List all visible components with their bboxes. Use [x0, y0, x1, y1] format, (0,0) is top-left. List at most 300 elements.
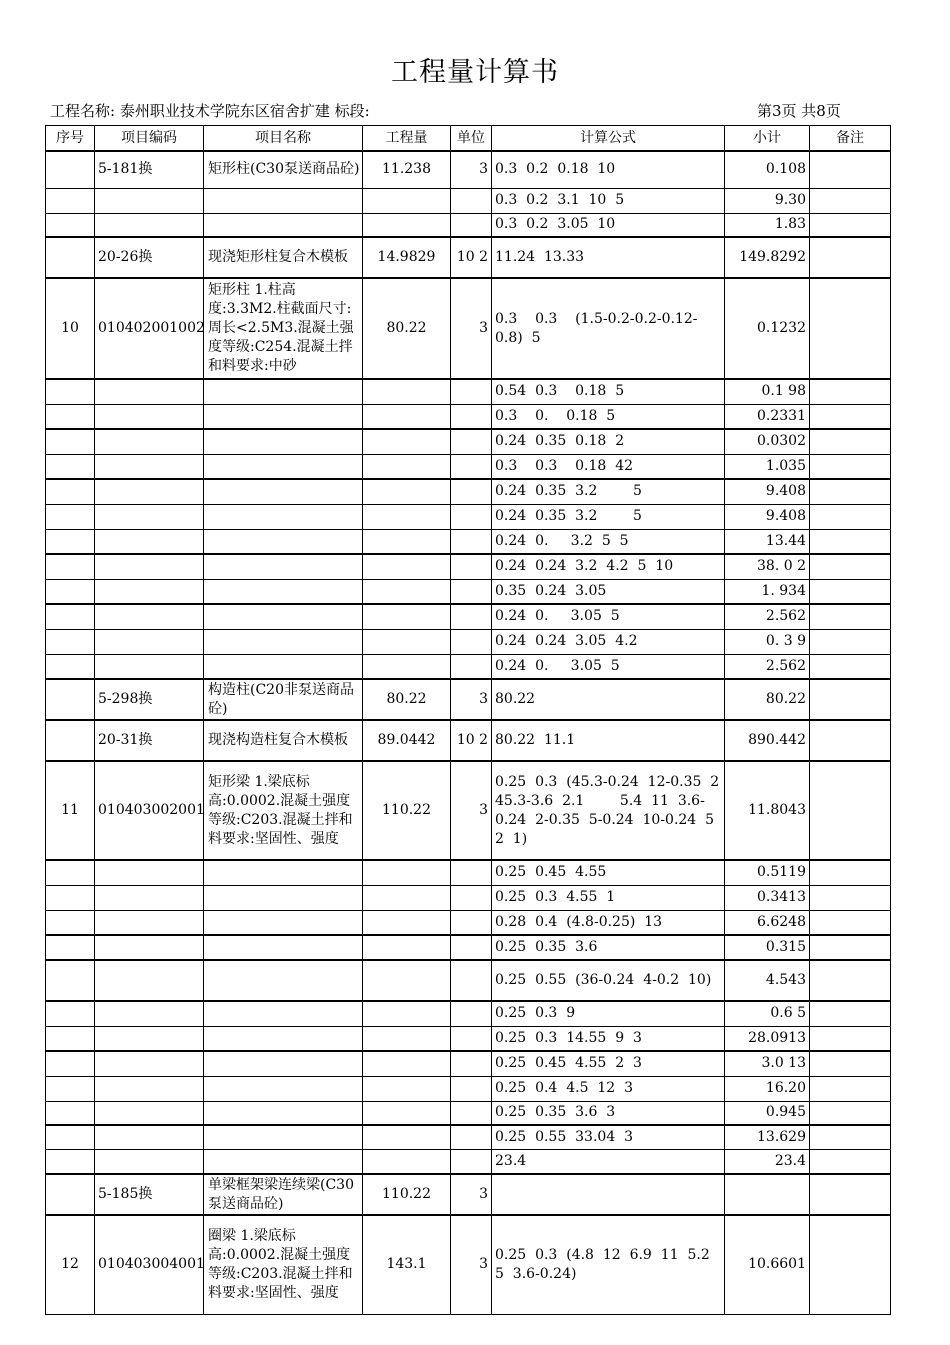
table-header-row	[46, 126, 891, 152]
cell-formula: 0.25 0.3 9	[492, 1001, 725, 1026]
cell-unit	[451, 454, 492, 479]
cell-seq	[46, 654, 95, 679]
cell-formula: 0.25 0.3 (4.8 12 6.9 11 5.2 5 3.6-0.24)	[492, 1215, 725, 1314]
cell-subtotal	[725, 1174, 810, 1215]
cell-name: 矩形柱(C30泵送商品砼)	[204, 151, 363, 188]
cell-name	[204, 213, 363, 237]
table-row	[46, 679, 891, 720]
cell-name: 矩形柱 1.柱高度:3.3M2.柱截面尺寸:周长<2.5M3.混凝土强度等级:C254.混凝土拌和料要求:中砂	[204, 278, 363, 379]
cell-code: 010403004001	[95, 1215, 204, 1314]
cell-note	[810, 1125, 891, 1149]
quantity-table	[45, 125, 891, 1315]
cell-name	[204, 960, 363, 1001]
table-row	[46, 604, 891, 629]
cell-subtotal: 0.6 5	[725, 1001, 810, 1026]
cell-qty: 110.22	[363, 1174, 451, 1215]
cell-qty	[363, 404, 451, 429]
cell-qty	[363, 885, 451, 910]
cell-code: 5-298换	[95, 679, 204, 720]
cell-unit	[451, 379, 492, 404]
cell-name	[204, 579, 363, 604]
cell-seq	[46, 504, 95, 529]
cell-code	[95, 1051, 204, 1076]
cell-qty	[363, 554, 451, 579]
cell-unit: 3	[451, 1174, 492, 1215]
cell-qty	[363, 454, 451, 479]
cell-formula: 0.3 0.3 (1.5-0.2-0.2-0.12-0.8) 5	[492, 278, 725, 379]
cell-note	[810, 885, 891, 910]
cell-unit	[451, 1076, 492, 1101]
cell-qty	[363, 188, 451, 213]
cell-seq	[46, 604, 95, 629]
cell-unit	[451, 479, 492, 504]
cell-name	[204, 1026, 363, 1051]
cell-unit	[451, 860, 492, 885]
cell-code	[95, 960, 204, 1001]
col-header-code: 项目编码	[95, 126, 204, 152]
cell-seq	[46, 935, 95, 960]
section-label: 标段:	[334, 102, 370, 120]
cell-formula: 0.25 0.45 4.55	[492, 860, 725, 885]
cell-unit: 3	[451, 151, 492, 188]
cell-unit	[451, 885, 492, 910]
cell-qty	[363, 1001, 451, 1026]
cell-unit	[451, 629, 492, 654]
cell-note	[810, 404, 891, 429]
table-row	[46, 1125, 891, 1149]
cell-qty	[363, 379, 451, 404]
cell-code	[95, 1026, 204, 1051]
table-row	[46, 1026, 891, 1051]
col-header-formula: 计算公式	[492, 126, 725, 152]
table-row	[46, 960, 891, 1001]
cell-name	[204, 1076, 363, 1101]
cell-name	[204, 860, 363, 885]
cell-formula: 23.4	[492, 1149, 725, 1174]
cell-note	[810, 479, 891, 504]
table-row	[46, 1051, 891, 1076]
cell-qty	[363, 529, 451, 554]
cell-name	[204, 404, 363, 429]
cell-subtotal: 28.0913	[725, 1026, 810, 1051]
cell-seq	[46, 454, 95, 479]
cell-seq	[46, 1026, 95, 1051]
cell-name	[204, 629, 363, 654]
cell-formula: 0.24 0. 3.05 5	[492, 604, 725, 629]
cell-subtotal: 1.035	[725, 454, 810, 479]
cell-formula: 0.25 0.3 4.55 1	[492, 885, 725, 910]
cell-seq	[46, 1051, 95, 1076]
cell-formula: 0.28 0.4 (4.8-0.25) 13	[492, 910, 725, 935]
cell-subtotal: 890.442	[725, 720, 810, 761]
table-row	[46, 1149, 891, 1174]
cell-unit: 10 2	[451, 720, 492, 761]
cell-formula: 0.3 0. 0.18 5	[492, 404, 725, 429]
cell-subtotal: 0.3413	[725, 885, 810, 910]
cell-note	[810, 1001, 891, 1026]
cell-note	[810, 1101, 891, 1125]
cell-code	[95, 454, 204, 479]
cell-name	[204, 188, 363, 213]
page-info: 第3页 共8页	[757, 102, 841, 120]
cell-code	[95, 860, 204, 885]
cell-formula: 0.35 0.24 3.05	[492, 579, 725, 604]
cell-code	[95, 885, 204, 910]
cell-formula: 80.22 11.1	[492, 720, 725, 761]
cell-subtotal: 0.2331	[725, 404, 810, 429]
cell-code: 20-26换	[95, 237, 204, 278]
table-row	[46, 151, 891, 188]
cell-seq: 10	[46, 278, 95, 379]
cell-unit	[451, 579, 492, 604]
cell-code	[95, 654, 204, 679]
cell-name	[204, 1001, 363, 1026]
table-row	[46, 554, 891, 579]
cell-formula: 80.22	[492, 679, 725, 720]
cell-formula: 0.24 0. 3.2 5 5	[492, 529, 725, 554]
cell-code	[95, 1001, 204, 1026]
cell-unit: 3	[451, 1215, 492, 1314]
cell-seq	[46, 1076, 95, 1101]
cell-formula: 0.24 0.24 3.2 4.2 5 10	[492, 554, 725, 579]
cell-note	[810, 1149, 891, 1174]
cell-note	[810, 960, 891, 1001]
project-label: 工程名称:	[50, 102, 116, 120]
cell-name	[204, 1051, 363, 1076]
cell-code	[95, 529, 204, 554]
cell-subtotal: 13.629	[725, 1125, 810, 1149]
project-name: 泰州职业技术学院东区宿舍扩建	[119, 102, 330, 120]
cell-formula: 11.24 13.33	[492, 237, 725, 278]
cell-unit: 10 2	[451, 237, 492, 278]
cell-seq	[46, 1101, 95, 1125]
cell-qty	[363, 654, 451, 679]
cell-unit	[451, 1051, 492, 1076]
cell-formula: 0.25 0.35 3.6 3	[492, 1101, 725, 1125]
cell-seq	[46, 885, 95, 910]
cell-formula: 0.25 0.45 4.55 2 3	[492, 1051, 725, 1076]
cell-code	[95, 188, 204, 213]
cell-subtotal: 9.30	[725, 188, 810, 213]
project-header	[50, 100, 370, 121]
cell-unit	[451, 213, 492, 237]
cell-name	[204, 654, 363, 679]
cell-formula: 0.24 0.35 3.2 5	[492, 504, 725, 529]
cell-code	[95, 935, 204, 960]
cell-seq	[46, 1001, 95, 1026]
cell-qty	[363, 910, 451, 935]
cell-note	[810, 679, 891, 720]
cell-code	[95, 554, 204, 579]
cell-formula: 0.25 0.55 33.04 3	[492, 1125, 725, 1149]
cell-name	[204, 1149, 363, 1174]
cell-name	[204, 604, 363, 629]
cell-qty: 143.1	[363, 1215, 451, 1314]
cell-note	[810, 1076, 891, 1101]
cell-code	[95, 1125, 204, 1149]
cell-name	[204, 1101, 363, 1125]
cell-code: 010403002001	[95, 761, 204, 860]
cell-code	[95, 213, 204, 237]
cell-subtotal: 0.0302	[725, 429, 810, 454]
cell-seq	[46, 151, 95, 188]
cell-formula: 0.24 0.35 0.18 2	[492, 429, 725, 454]
table-row	[46, 1001, 891, 1026]
cell-formula: 0.25 0.3 14.55 9 3	[492, 1026, 725, 1051]
cell-unit: 3	[451, 679, 492, 720]
col-header-seq: 序号	[46, 126, 95, 152]
cell-subtotal: 3.0 13	[725, 1051, 810, 1076]
cell-unit	[451, 960, 492, 1001]
cell-note	[810, 379, 891, 404]
cell-subtotal: 16.20	[725, 1076, 810, 1101]
cell-unit	[451, 604, 492, 629]
cell-code	[95, 1101, 204, 1125]
cell-note	[810, 554, 891, 579]
cell-note	[810, 860, 891, 885]
cell-subtotal: 0.1232	[725, 278, 810, 379]
cell-seq	[46, 429, 95, 454]
cell-qty	[363, 1026, 451, 1051]
table-row	[46, 1215, 891, 1314]
cell-note	[810, 188, 891, 213]
cell-name: 构造柱(C20非泵送商品砼)	[204, 679, 363, 720]
cell-qty	[363, 579, 451, 604]
cell-seq	[46, 910, 95, 935]
table-row	[46, 720, 891, 761]
cell-qty: 110.22	[363, 761, 451, 860]
cell-unit	[451, 554, 492, 579]
cell-unit: 3	[451, 761, 492, 860]
table-body	[46, 151, 891, 1314]
cell-formula: 0.25 0.3 (45.3-0.24 12-0.35 2 45.3-3.6 2.1 5.4 11 3.6-0.24 2-0.35 5-0.24 10-0.24 5 2 1)	[492, 761, 725, 860]
cell-qty	[363, 1101, 451, 1125]
cell-note	[810, 1215, 891, 1314]
cell-name	[204, 910, 363, 935]
cell-seq	[46, 213, 95, 237]
cell-subtotal: 0.108	[725, 151, 810, 188]
cell-subtotal: 13.44	[725, 529, 810, 554]
cell-name	[204, 429, 363, 454]
cell-name	[204, 479, 363, 504]
cell-qty	[363, 504, 451, 529]
cell-name: 现浇矩形柱复合木模板	[204, 237, 363, 278]
cell-name	[204, 554, 363, 579]
cell-seq	[46, 554, 95, 579]
cell-name: 现浇构造柱复合木模板	[204, 720, 363, 761]
cell-code	[95, 479, 204, 504]
cell-formula: 0.3 0.3 0.18 42	[492, 454, 725, 479]
cell-seq	[46, 1149, 95, 1174]
table-row	[46, 379, 891, 404]
cell-seq	[46, 1125, 95, 1149]
cell-note	[810, 654, 891, 679]
cell-name	[204, 885, 363, 910]
cell-note	[810, 213, 891, 237]
cell-subtotal: 2.562	[725, 604, 810, 629]
cell-seq	[46, 188, 95, 213]
cell-unit	[451, 654, 492, 679]
cell-qty	[363, 1125, 451, 1149]
cell-note	[810, 454, 891, 479]
table-row	[46, 860, 891, 885]
cell-note	[810, 151, 891, 188]
cell-subtotal: 38. 0 2	[725, 554, 810, 579]
cell-qty: 89.0442	[363, 720, 451, 761]
cell-code	[95, 579, 204, 604]
cell-qty	[363, 1051, 451, 1076]
table-row	[46, 278, 891, 379]
table-row	[46, 579, 891, 604]
cell-seq	[46, 237, 95, 278]
table-row	[46, 454, 891, 479]
col-header-qty: 工程量	[363, 126, 451, 152]
cell-code: 20-31换	[95, 720, 204, 761]
cell-note	[810, 504, 891, 529]
cell-qty	[363, 213, 451, 237]
cell-formula: 0.25 0.35 3.6	[492, 935, 725, 960]
cell-note	[810, 910, 891, 935]
cell-name	[204, 454, 363, 479]
cell-seq	[46, 529, 95, 554]
cell-subtotal: 23.4	[725, 1149, 810, 1174]
cell-note	[810, 529, 891, 554]
cell-unit	[451, 429, 492, 454]
cell-code	[95, 1076, 204, 1101]
cell-unit	[451, 529, 492, 554]
cell-note	[810, 629, 891, 654]
cell-note	[810, 1051, 891, 1076]
cell-unit	[451, 910, 492, 935]
cell-formula: 0.3 0.2 3.1 10 5	[492, 188, 725, 213]
cell-name: 单梁框架梁连续梁(C30泵送商品砼)	[204, 1174, 363, 1215]
cell-code	[95, 1149, 204, 1174]
cell-unit	[451, 935, 492, 960]
cell-qty	[363, 960, 451, 1001]
cell-seq	[46, 404, 95, 429]
table-row	[46, 1076, 891, 1101]
cell-seq	[46, 379, 95, 404]
cell-unit	[451, 504, 492, 529]
cell-formula: 0.24 0.35 3.2 5	[492, 479, 725, 504]
cell-subtotal: 1.83	[725, 213, 810, 237]
cell-name	[204, 504, 363, 529]
cell-subtotal: 10.6601	[725, 1215, 810, 1314]
cell-formula: 0.25 0.4 4.5 12 3	[492, 1076, 725, 1101]
cell-seq	[46, 679, 95, 720]
col-header-note: 备注	[810, 126, 891, 152]
cell-unit	[451, 1026, 492, 1051]
cell-qty: 11.238	[363, 151, 451, 188]
cell-seq	[46, 479, 95, 504]
table-row	[46, 654, 891, 679]
cell-subtotal: 9.408	[725, 479, 810, 504]
cell-seq	[46, 960, 95, 1001]
cell-unit	[451, 404, 492, 429]
cell-note	[810, 278, 891, 379]
cell-name: 矩形梁 1.梁底标高:0.0002.混凝土强度等级:C203.混凝土拌和料要求:坚固性、强度	[204, 761, 363, 860]
cell-subtotal: 2.562	[725, 654, 810, 679]
cell-note	[810, 604, 891, 629]
cell-unit	[451, 1149, 492, 1174]
cell-name	[204, 935, 363, 960]
table-row	[46, 429, 891, 454]
cell-code	[95, 910, 204, 935]
cell-formula: 0.3 0.2 0.18 10	[492, 151, 725, 188]
cell-code: 5-185换	[95, 1174, 204, 1215]
col-header-unit: 单位	[451, 126, 492, 152]
cell-subtotal: 0.945	[725, 1101, 810, 1125]
cell-qty	[363, 429, 451, 454]
cell-formula: 0.54 0.3 0.18 5	[492, 379, 725, 404]
table-row	[46, 213, 891, 237]
table-row	[46, 237, 891, 278]
cell-subtotal: 9.408	[725, 504, 810, 529]
cell-qty: 14.9829	[363, 237, 451, 278]
cell-subtotal: 1. 934	[725, 579, 810, 604]
cell-qty: 80.22	[363, 278, 451, 379]
col-header-subtotal: 小计	[725, 126, 810, 152]
cell-subtotal: 4.543	[725, 960, 810, 1001]
cell-unit	[451, 1125, 492, 1149]
cell-formula: 0.3 0.2 3.05 10	[492, 213, 725, 237]
cell-subtotal: 0.5119	[725, 860, 810, 885]
cell-qty	[363, 1149, 451, 1174]
cell-seq	[46, 1174, 95, 1215]
cell-code	[95, 379, 204, 404]
cell-note	[810, 237, 891, 278]
table-row	[46, 404, 891, 429]
cell-qty	[363, 604, 451, 629]
cell-note	[810, 935, 891, 960]
cell-formula: 0.24 0.24 3.05 4.2	[492, 629, 725, 654]
cell-name	[204, 379, 363, 404]
cell-unit	[451, 1101, 492, 1125]
table-row	[46, 885, 891, 910]
cell-note	[810, 429, 891, 454]
cell-note	[810, 579, 891, 604]
table-row	[46, 935, 891, 960]
cell-formula: 0.24 0. 3.05 5	[492, 654, 725, 679]
cell-subtotal: 0.315	[725, 935, 810, 960]
cell-subtotal: 0. 3 9	[725, 629, 810, 654]
cell-code	[95, 429, 204, 454]
table-row	[46, 761, 891, 860]
cell-seq	[46, 720, 95, 761]
table-row	[46, 504, 891, 529]
cell-note	[810, 761, 891, 860]
cell-unit	[451, 188, 492, 213]
cell-code	[95, 604, 204, 629]
cell-qty	[363, 935, 451, 960]
cell-code	[95, 504, 204, 529]
cell-code	[95, 404, 204, 429]
cell-subtotal: 80.22	[725, 679, 810, 720]
table-row	[46, 188, 891, 213]
cell-unit	[451, 1001, 492, 1026]
table-row	[46, 529, 891, 554]
cell-qty	[363, 479, 451, 504]
cell-unit: 3	[451, 278, 492, 379]
cell-seq	[46, 860, 95, 885]
cell-formula	[492, 1174, 725, 1215]
cell-subtotal: 0.1 98	[725, 379, 810, 404]
cell-qty	[363, 1076, 451, 1101]
cell-code: 010402001002	[95, 278, 204, 379]
cell-subtotal: 149.8292	[725, 237, 810, 278]
cell-name: 圈梁 1.梁底标高:0.0002.混凝土强度等级:C203.混凝土拌和料要求:坚固性、强度	[204, 1215, 363, 1314]
cell-name	[204, 529, 363, 554]
